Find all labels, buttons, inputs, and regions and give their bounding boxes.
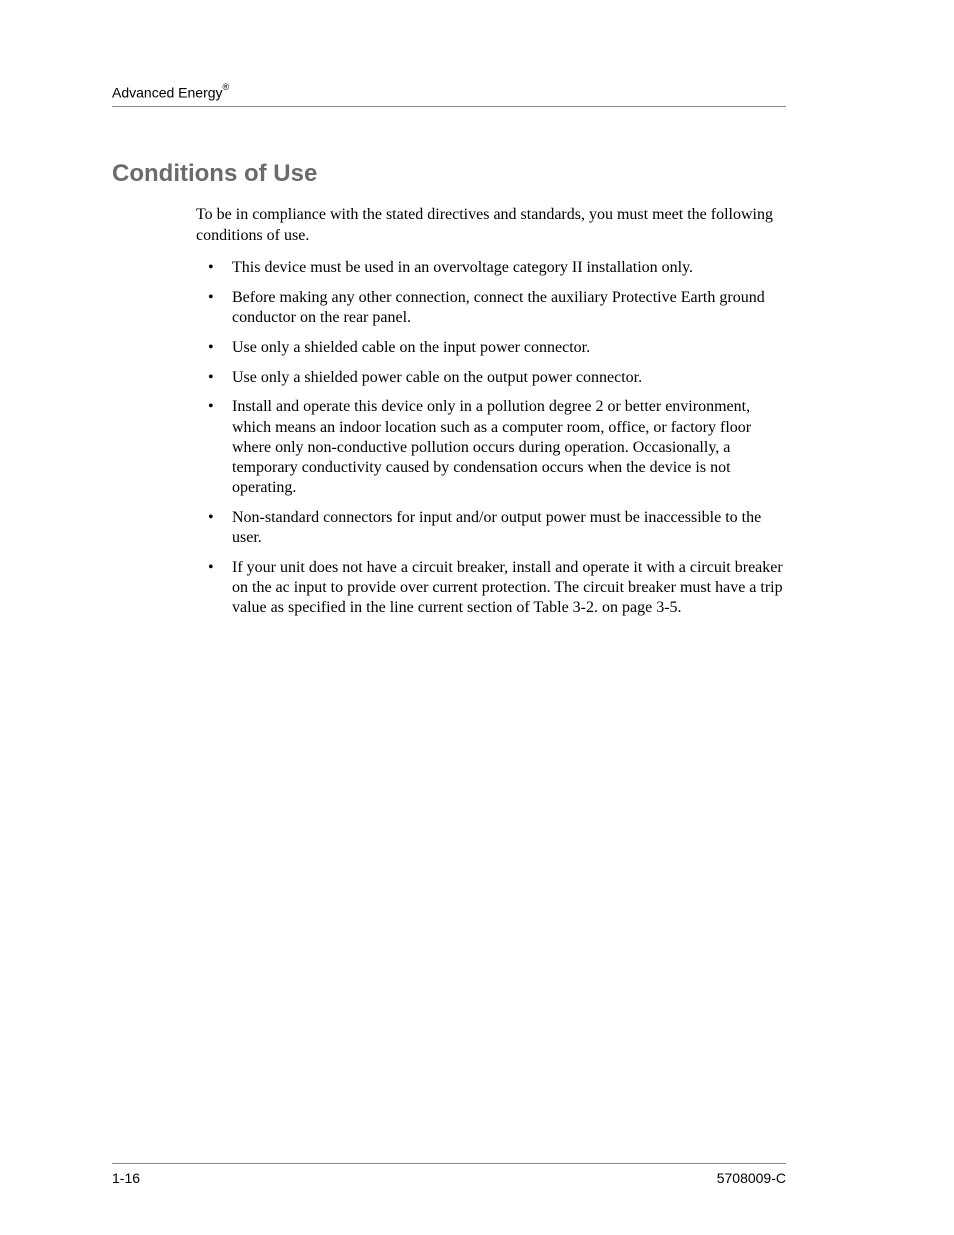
registered-mark: ® [222, 82, 230, 92]
list-item-text: If your unit does not have a circuit breaker, install and operate it with a circuit breaker on the ac input to provide over current protection. The circuit breaker must have a trip value as specified in the line current section of Table 3-2. on page 3-5. [232, 559, 783, 617]
list-item-text: Install and operate this device only in a pollution degree 2 or better environment, which means an indoor location such as a computer room, office, or factory floor where only non-conductive pollution occurs during operation. Occasionally, a temporary conductivity caused by condensation occurs when the device is not operating. [232, 398, 752, 497]
bullet-icon: • [208, 338, 214, 356]
list-item-text: This device must be used in an overvoltage category II installation only. [232, 259, 694, 276]
running-footer [112, 1163, 786, 1194]
company-name-text: Advanced Energy [112, 84, 223, 101]
conditions-list [196, 258, 788, 628]
list-item-text: Before making any other connection, connect the auxiliary Protective Earth ground conductor on the rear panel. [232, 288, 765, 326]
page-number: 1-16 [112, 1170, 141, 1186]
list-item-text: Use only a shielded power cable on the output power connector. [232, 368, 643, 386]
bullet-icon: • [208, 259, 214, 276]
list-item [196, 368, 788, 388]
list-item-text: Use only a shielded cable on the input power connector. [232, 338, 591, 356]
section-title: Conditions of Use [112, 160, 318, 187]
company-name [112, 84, 229, 101]
list-item-text: Non-standard connectors for input and/or output power must be inaccessible to the user. [232, 509, 762, 547]
list-item [196, 508, 788, 548]
list-item [196, 558, 788, 619]
list-item [196, 288, 788, 328]
bullet-icon: • [208, 559, 214, 576]
bullet-icon: • [208, 509, 214, 526]
intro-paragraph: To be in compliance with the stated directives and standards, you must meet the following conditions of use. [196, 206, 773, 244]
list-item [196, 258, 788, 278]
running-header [112, 81, 786, 107]
bullet-icon: • [208, 398, 214, 416]
document-number: 5708009-C [716, 1170, 786, 1186]
list-item [196, 338, 788, 358]
bullet-icon: • [208, 288, 214, 306]
bullet-icon: • [208, 368, 214, 386]
list-item [196, 397, 788, 498]
